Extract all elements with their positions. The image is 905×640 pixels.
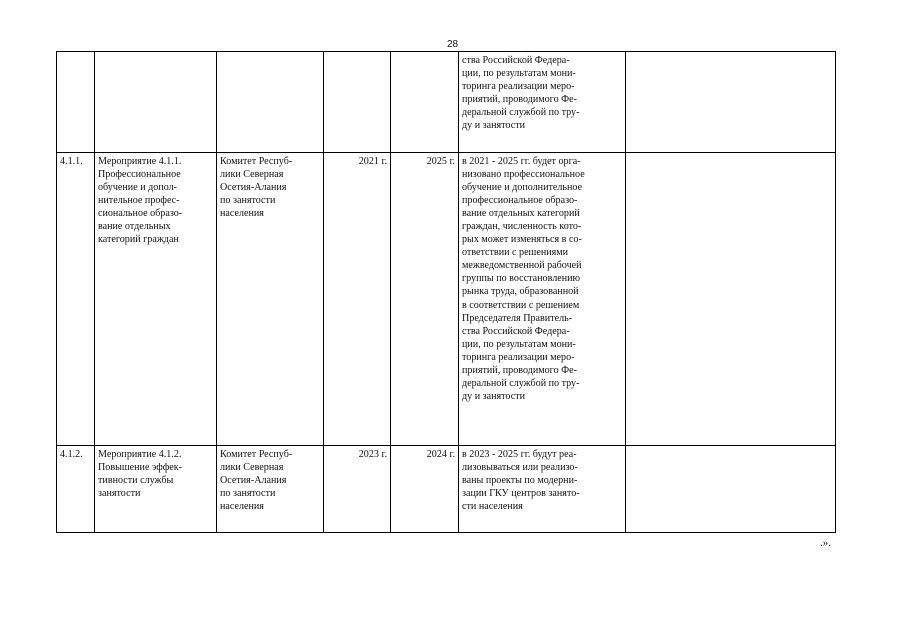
cell-expected-result: в 2021 - 2025 гг. будет орга- низовано профессиональное обучение и дополнительное профессиональное образо- вание отдельных категорий граждан, численность кото- рых может изменяться в со- ответствии с решениями межведомственной рабочей группы по восстановлению рынка труда, образованной в соответствии с решением Председателя Правитель- ства Российской Федера- ции, по результатам мони- торинга реализации меро- приятий, проводимого Фе- деральной службой по тру- ду и занятости bbox=[459, 153, 626, 446]
cell-end-year: 2025 г. bbox=[391, 153, 459, 446]
cell-expected-result: ства Российской Федера- ции, по результатам мони- торинга реализации меро- приятий, проводимого Фе- деральной службой по тру- ду и занятости bbox=[459, 52, 626, 153]
closing-quote-mark: .». bbox=[820, 537, 831, 549]
cell-expected-result: в 2023 - 2025 гг. будут реа- лизовываться или реализо- ваны проекты по модерни- зации ГКУ центров занято- сти населения bbox=[459, 446, 626, 533]
cell-extra bbox=[626, 446, 836, 533]
table-row bbox=[57, 153, 836, 446]
table-row bbox=[57, 52, 836, 153]
cell-number: 4.1.1. bbox=[57, 153, 95, 446]
cell-activity-name: Мероприятие 4.1.1. Профессиональное обучение и допол- нительное профес- сиональное образо- вание отдельных категорий граждан bbox=[95, 153, 217, 446]
cell-executor: Комитет Респуб- лики Северная Осетия-Алания по занятости населения bbox=[217, 153, 324, 446]
cell-activity-name bbox=[95, 52, 217, 153]
cell-extra bbox=[626, 52, 836, 153]
cell-start-year: 2021 г. bbox=[324, 153, 391, 446]
activities-table bbox=[56, 51, 836, 533]
table-row bbox=[57, 446, 836, 533]
cell-end-year: 2024 г. bbox=[391, 446, 459, 533]
cell-number bbox=[57, 52, 95, 153]
cell-end-year bbox=[391, 52, 459, 153]
cell-number: 4.1.2. bbox=[57, 446, 95, 533]
cell-executor bbox=[217, 52, 324, 153]
page-number: 28 bbox=[446, 39, 459, 50]
cell-extra bbox=[626, 153, 836, 446]
cell-start-year bbox=[324, 52, 391, 153]
cell-executor: Комитет Респуб- лики Северная Осетия-Алания по занятости населения bbox=[217, 446, 324, 533]
cell-activity-name: Мероприятие 4.1.2. Повышение эффек- тивности службы занятости bbox=[95, 446, 217, 533]
cell-start-year: 2023 г. bbox=[324, 446, 391, 533]
